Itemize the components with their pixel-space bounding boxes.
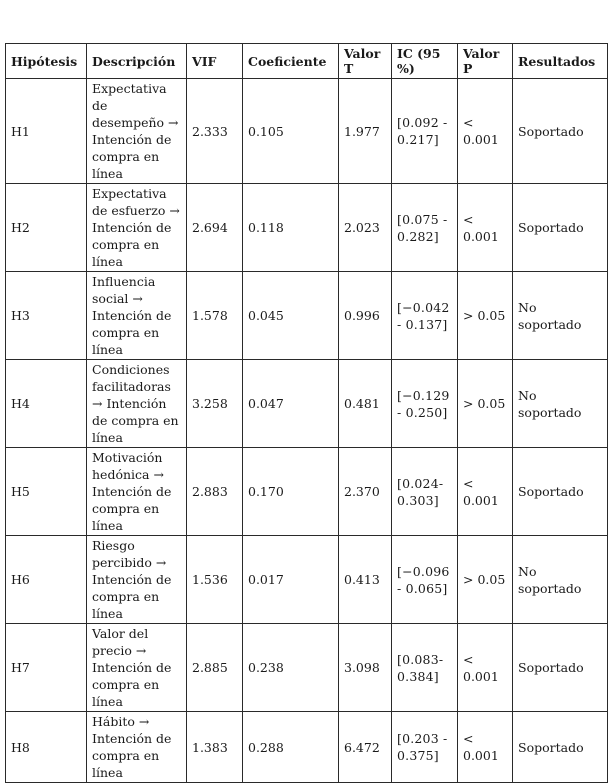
cell-vif: 3.258 — [187, 360, 243, 448]
cell-ic: [0.083- 0.384] — [392, 624, 458, 712]
cell-hipotesis: H1 — [6, 79, 87, 184]
table-row — [6, 360, 608, 448]
cell-hipotesis: H5 — [6, 448, 87, 536]
cell-descripcion: Motivación hedónica → Intención de compra en línea — [87, 448, 187, 536]
cell-ic: [0.203 - 0.375] — [392, 712, 458, 783]
cell-hipotesis: H8 — [6, 712, 87, 783]
cell-descripcion: Influencia social → Intención de compra en línea — [87, 272, 187, 360]
cell-resultado: No soportado — [513, 272, 608, 360]
cell-hipotesis: H2 — [6, 184, 87, 272]
cell-valor-t: 1.977 — [339, 79, 392, 184]
cell-valor-p: < 0.001 — [458, 184, 513, 272]
header-vif: VIF — [187, 44, 243, 79]
cell-ic: [−0.042 - 0.137] — [392, 272, 458, 360]
cell-coeficiente: 0.105 — [243, 79, 339, 184]
cell-valor-p: > 0.05 — [458, 536, 513, 624]
cell-valor-p: > 0.05 — [458, 272, 513, 360]
cell-descripcion: Hábito → Intención de compra en línea — [87, 712, 187, 783]
cell-resultado: Soportado — [513, 624, 608, 712]
cell-vif: 2.694 — [187, 184, 243, 272]
cell-valor-t: 2.023 — [339, 184, 392, 272]
cell-hipotesis: H4 — [6, 360, 87, 448]
cell-valor-p: < 0.001 — [458, 448, 513, 536]
cell-descripcion: Expectativa de desempeño → Intención de compra en línea — [87, 79, 187, 184]
table-row — [6, 184, 608, 272]
cell-vif: 1.536 — [187, 536, 243, 624]
cell-vif: 2.885 — [187, 624, 243, 712]
cell-ic: [0.092 - 0.217] — [392, 79, 458, 184]
cell-ic: [−0.129 - 0.250] — [392, 360, 458, 448]
cell-resultado: Soportado — [513, 448, 608, 536]
cell-coeficiente: 0.118 — [243, 184, 339, 272]
cell-hipotesis: H3 — [6, 272, 87, 360]
cell-coeficiente: 0.047 — [243, 360, 339, 448]
table-row — [6, 624, 608, 712]
cell-vif: 2.333 — [187, 79, 243, 184]
cell-resultado: Soportado — [513, 184, 608, 272]
header-hipotesis: Hipótesis — [6, 44, 87, 79]
cell-valor-t: 2.370 — [339, 448, 392, 536]
table-row — [6, 536, 608, 624]
cell-descripcion: Riesgo percibido → Intención de compra en línea — [87, 536, 187, 624]
cell-coeficiente: 0.238 — [243, 624, 339, 712]
table-row — [6, 272, 608, 360]
cell-coeficiente: 0.045 — [243, 272, 339, 360]
header-row — [6, 44, 608, 79]
cell-valor-t: 0.413 — [339, 536, 392, 624]
cell-valor-p: > 0.05 — [458, 360, 513, 448]
table-row — [6, 79, 608, 184]
cell-valor-t: 3.098 — [339, 624, 392, 712]
cell-valor-p: < 0.001 — [458, 79, 513, 184]
header-valor-t: Valor T — [339, 44, 392, 79]
hypothesis-results-table — [5, 43, 608, 783]
header-descripcion: Descripción — [87, 44, 187, 79]
cell-descripcion: Valor del precio → Intención de compra en línea — [87, 624, 187, 712]
cell-resultado: Soportado — [513, 79, 608, 184]
cell-valor-p: < 0.001 — [458, 624, 513, 712]
header-ic: IC (95 %) — [392, 44, 458, 79]
cell-resultado: No soportado — [513, 360, 608, 448]
cell-valor-t: 6.472 — [339, 712, 392, 783]
table-row — [6, 712, 608, 783]
cell-resultado: No soportado — [513, 536, 608, 624]
table-row — [6, 448, 608, 536]
cell-vif: 1.383 — [187, 712, 243, 783]
cell-vif: 2.883 — [187, 448, 243, 536]
header-valor-p: Valor P — [458, 44, 513, 79]
cell-descripcion: Condiciones facilitadoras → Intención de compra en línea — [87, 360, 187, 448]
cell-valor-t: 0.996 — [339, 272, 392, 360]
cell-descripcion: Expectativa de esfuerzo → Intención de compra en línea — [87, 184, 187, 272]
cell-ic: [0.024- 0.303] — [392, 448, 458, 536]
cell-resultado: Soportado — [513, 712, 608, 783]
cell-ic: [0.075 - 0.282] — [392, 184, 458, 272]
cell-coeficiente: 0.017 — [243, 536, 339, 624]
header-resultados: Resultados — [513, 44, 608, 79]
cell-vif: 1.578 — [187, 272, 243, 360]
cell-coeficiente: 0.170 — [243, 448, 339, 536]
cell-hipotesis: H7 — [6, 624, 87, 712]
cell-valor-p: < 0.001 — [458, 712, 513, 783]
cell-coeficiente: 0.288 — [243, 712, 339, 783]
header-coeficiente: Coeficiente — [243, 44, 339, 79]
cell-ic: [−0.096 - 0.065] — [392, 536, 458, 624]
cell-hipotesis: H6 — [6, 536, 87, 624]
cell-valor-t: 0.481 — [339, 360, 392, 448]
